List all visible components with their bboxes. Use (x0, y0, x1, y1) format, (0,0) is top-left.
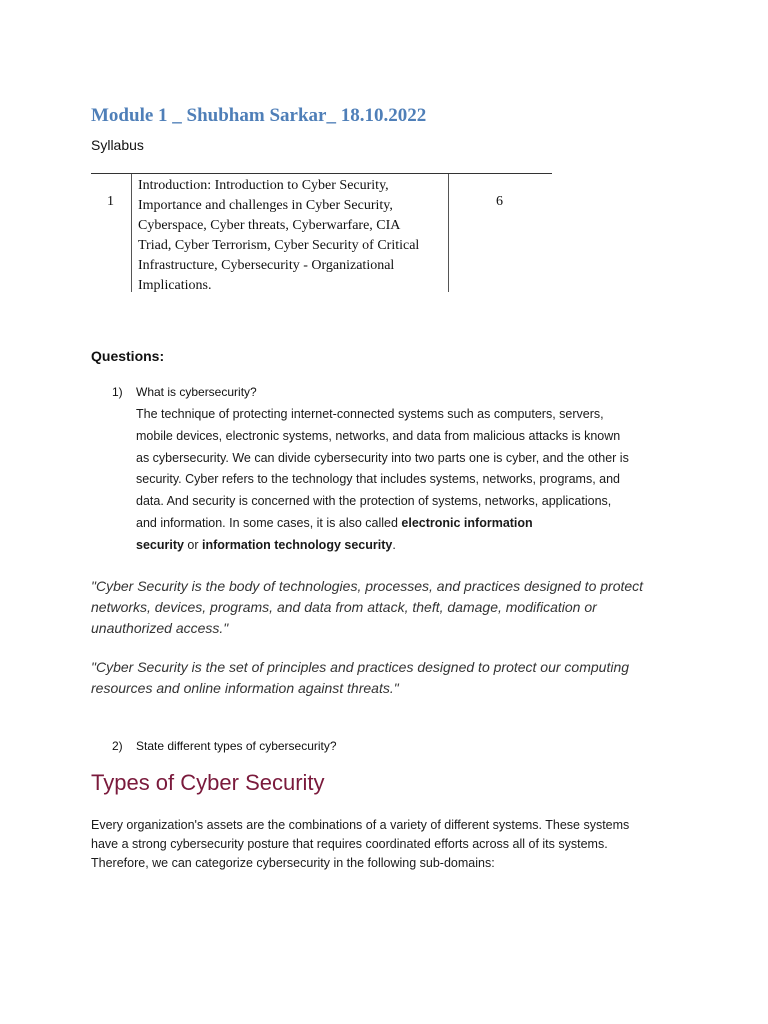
section-intro (91, 816, 677, 873)
quote-line: "Cyber Security is the body of technologies, processes, and practices designed to protect (91, 578, 644, 594)
table-content-line: Introduction: Introduction to Cyber Security, (138, 178, 389, 193)
table-content (138, 176, 438, 296)
answer-line: mobile devices, electronic systems, networks, and data from malicious attacks is known (136, 428, 621, 443)
question-number: 1) (112, 385, 123, 399)
answer-bold-term: electronic information (401, 515, 533, 530)
answer-text: and information. In some cases, it is also called (136, 515, 402, 530)
syllabus-label: Syllabus (91, 137, 144, 153)
question-2 (112, 739, 337, 753)
question-text: State different types of cybersecurity? (136, 739, 337, 753)
questions-label: Questions: (91, 348, 165, 364)
table-hours: 6 (496, 194, 503, 209)
intro-line: Every organization's assets are the combinations of a variety of different systems. These systems (91, 818, 630, 832)
table-content-line: Importance and challenges in Cyber Security, (138, 198, 393, 213)
answer-line (136, 513, 684, 535)
quote-definition-1 (91, 576, 677, 638)
intro-line: have a strong cybersecurity posture that requires coordinated efforts across all of its systems. (91, 837, 608, 851)
answer-text: or (183, 537, 203, 552)
table-divider (448, 174, 449, 292)
table-divider (131, 174, 132, 292)
table-content-line: Triad, Cyber Terrorism, Cyber Security of Critical (138, 238, 420, 253)
question-number: 2) (112, 739, 123, 753)
section-heading: Types of Cyber Security (91, 770, 325, 795)
answer-1 (136, 404, 684, 557)
table-content-line: Cyberspace, Cyber threats, Cyberwarfare, CIA (138, 218, 401, 233)
answer-line: as cybersecurity. We can divide cybersecurity into two parts one is cyber, and the other is (136, 450, 629, 465)
answer-line (136, 535, 684, 557)
answer-bold-term: security (136, 537, 184, 552)
answer-bold-term: information technology security (202, 537, 393, 552)
quote-line: resources and online information against threats." (91, 679, 399, 696)
quote-definition-2 (91, 657, 677, 699)
document-title: Module 1 _ Shubham Sarkar_ 18.10.2022 (91, 105, 427, 126)
question-1 (112, 385, 257, 399)
answer-line: The technique of protecting internet-connected systems such as computers, servers, (136, 407, 604, 421)
quote-line: networks, devices, programs, and data from attack, theft, damage, modification or (91, 598, 597, 615)
table-module-number: 1 (107, 194, 114, 209)
answer-text: . (392, 537, 396, 552)
quote-line: "Cyber Security is the set of principles and practices designed to protect our computing (91, 659, 630, 675)
answer-line: data. And security is concerned with the protection of systems, networks, applications, (136, 494, 612, 509)
syllabus-table (91, 173, 552, 292)
answer-line: security. Cyber refers to the technology that includes systems, networks, programs, and (136, 472, 621, 487)
quote-line: unauthorized access." (91, 619, 229, 636)
table-content-line: Infrastructure, Cybersecurity - Organizational (138, 258, 395, 273)
question-text: What is cybersecurity? (136, 385, 257, 399)
table-content-line: Implications. (138, 278, 212, 293)
intro-line: Therefore, we can categorize cybersecurity in the following sub-domains: (91, 856, 495, 870)
